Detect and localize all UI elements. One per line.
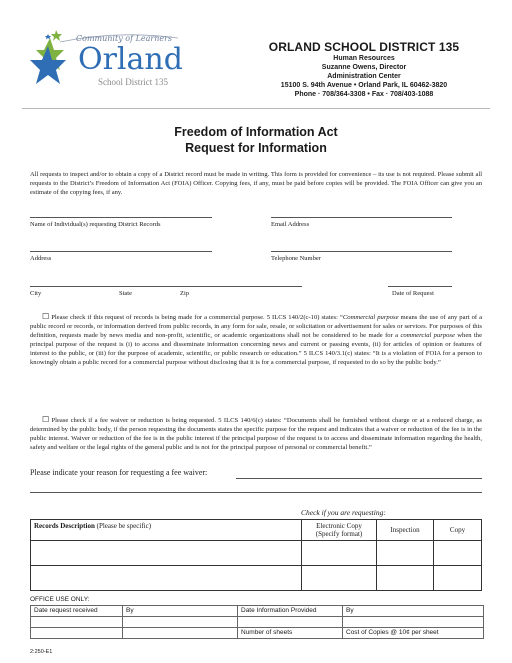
office-use-label: OFFICE USE ONLY: xyxy=(30,596,90,603)
inspection-header: Inspection xyxy=(377,520,434,541)
telephone-field[interactable] xyxy=(271,251,452,252)
sheets-cell: Number of sheets xyxy=(238,628,343,639)
logo-name: Orland xyxy=(78,42,183,77)
copy-header: Copy xyxy=(434,520,482,541)
cost-cell: Cost of Copies @ 10¢ per sheet xyxy=(343,628,484,639)
office-blank-cell[interactable] xyxy=(31,617,123,628)
telephone-label: Telephone Number xyxy=(271,255,321,262)
electronic-copy-header: Electronic Copy (Specify format) xyxy=(302,520,377,541)
records-table xyxy=(30,519,482,591)
records-desc-header xyxy=(31,520,302,541)
office-blank-cell[interactable] xyxy=(343,617,484,628)
commercial-body2: when the principal purpose of the request is (i) to access and disseminate information concerning news and current or passing events, (ii) for articles of opinion or features of interest to the public, or (iii) for the purpose of academic, scientific, or public research or education.” 5 ILCS 140/3.1(c) states: “It is a violation of FOIA for a person to knowingly obtain a public record for a commercial purpose without disclosing that it is for a commercial purpose, if requested to do so by the public body.” xyxy=(30,331,482,366)
logo-tagline: Community of Learners xyxy=(76,34,173,43)
commercial-term: Commercial purpose xyxy=(342,314,399,321)
city-state-zip-field[interactable] xyxy=(30,286,302,287)
date-provided-cell: Date Information Provided xyxy=(238,606,343,617)
dept-name: Human Resources xyxy=(333,55,395,62)
name-field[interactable] xyxy=(30,217,212,218)
records-desc-rest: (Please be specific) xyxy=(94,522,152,530)
reason-label: Please indicate your reason for requesting a fee waiver: xyxy=(30,468,208,477)
by-cell: By xyxy=(343,606,484,617)
intro-paragraph: All requests to inspect and/or to obtain a copy of a District record must be made in writing. This form is provided for convenience – its use is not required. Please submit all requests to the District’s Freedom of Information Act (FOIA) Officer. Copying fees, if any, must be paid before copies will be provided. The FOIA Officer can give you an estimate of the copying fees, if any. xyxy=(30,171,482,196)
state-label: State xyxy=(119,290,132,297)
district-header xyxy=(244,40,484,99)
check-requesting-label: Check if you are requesting: xyxy=(301,508,386,517)
records-row xyxy=(31,541,482,566)
center-name: Administration Center xyxy=(327,73,401,80)
header-rule xyxy=(22,108,490,109)
office-use-table xyxy=(30,605,484,639)
records-desc-cell[interactable] xyxy=(31,541,302,566)
waiver-checkbox[interactable]: ☐ xyxy=(42,415,50,424)
electronic-copy-cell[interactable] xyxy=(302,541,377,566)
records-desc-cell[interactable] xyxy=(31,566,302,591)
address-field[interactable] xyxy=(30,251,212,252)
office-blank-cell[interactable] xyxy=(123,628,238,639)
office-blank-cell[interactable] xyxy=(123,617,238,628)
commercial-purpose-paragraph xyxy=(30,313,482,367)
commercial-checkbox[interactable]: ☐ xyxy=(42,312,50,321)
reason-field-line1[interactable] xyxy=(236,478,482,479)
copy-cell[interactable] xyxy=(434,566,482,591)
office-blank-cell[interactable] xyxy=(238,617,343,628)
date-label: Date of Request xyxy=(392,290,434,297)
director-name: Suzanne Owens, Director xyxy=(321,64,407,71)
waiver-text: Please check if a fee waiver or reduction is being requested. 5 ILCS 140/6(c) states: “Documents shall be furnished without charge or at a reduced charge, as determined by the public body, if the person requesting the documents states the specific purpose for the request and indicates that a waiver or reduction of the fee is in the public interest. Waiver or reduction of the fee is in the public interest if the principal purpose of the request is to access and disseminate information regarding the health, safety and welfare or the legal rights of the general public and is not for the principal purpose of personal or commercial benefit.” xyxy=(30,417,482,451)
inspection-cell[interactable] xyxy=(377,541,434,566)
name-label: Name of Individual(s) requesting District Records xyxy=(30,221,161,228)
commercial-body1: means the use of any part of a public record or records, or information derived from public records, in any form for sale, resale, or solicitation or advertisement for sales or services. For purposes of this definition, requests made by news media and non-profit, scientific, or academic organizations shall not be considered to be made for a xyxy=(30,314,483,339)
copy-cell[interactable] xyxy=(434,541,482,566)
date-received-cell: Date request received xyxy=(31,606,123,617)
address-label: Address xyxy=(30,255,52,262)
records-desc-bold: Records Description xyxy=(34,522,95,530)
commercial-lead: Please check if this request of records is being made for a commercial purpose. 5 ILCS 140/2(c-10) states: “ xyxy=(51,314,343,321)
form-title-line2: Request for Information xyxy=(185,141,327,155)
office-row xyxy=(31,628,484,639)
office-blank-cell[interactable] xyxy=(31,628,123,639)
district-address: 15100 S. 94th Avenue • Orland Park, IL 60462-3820 xyxy=(280,82,448,89)
commercial-term2: commercial purpose xyxy=(400,331,455,339)
by-cell: By xyxy=(123,606,238,617)
city-label: City xyxy=(30,290,42,297)
email-label: Email Address xyxy=(271,221,310,228)
inspection-cell[interactable] xyxy=(377,566,434,591)
district-phone: Phone · 708/364-3308 • Fax · 708/403-1088 xyxy=(294,91,434,98)
records-row xyxy=(31,566,482,591)
form-title-line1: Freedom of Information Act xyxy=(174,125,338,139)
fee-waiver-paragraph xyxy=(30,416,482,453)
email-field[interactable] xyxy=(271,217,452,218)
date-field[interactable] xyxy=(388,286,452,287)
electronic-copy-cell[interactable] xyxy=(302,566,377,591)
office-row xyxy=(31,617,484,628)
org-name: ORLAND SCHOOL DISTRICT 135 xyxy=(268,40,460,54)
records-header-row xyxy=(31,520,482,541)
zip-label: Zip xyxy=(180,290,190,297)
office-row xyxy=(31,606,484,617)
reason-field-line2[interactable] xyxy=(30,492,482,493)
district-logo xyxy=(18,20,198,98)
form-code: 2:250-E1 xyxy=(30,649,53,655)
logo-subname: School District 135 xyxy=(98,77,168,87)
